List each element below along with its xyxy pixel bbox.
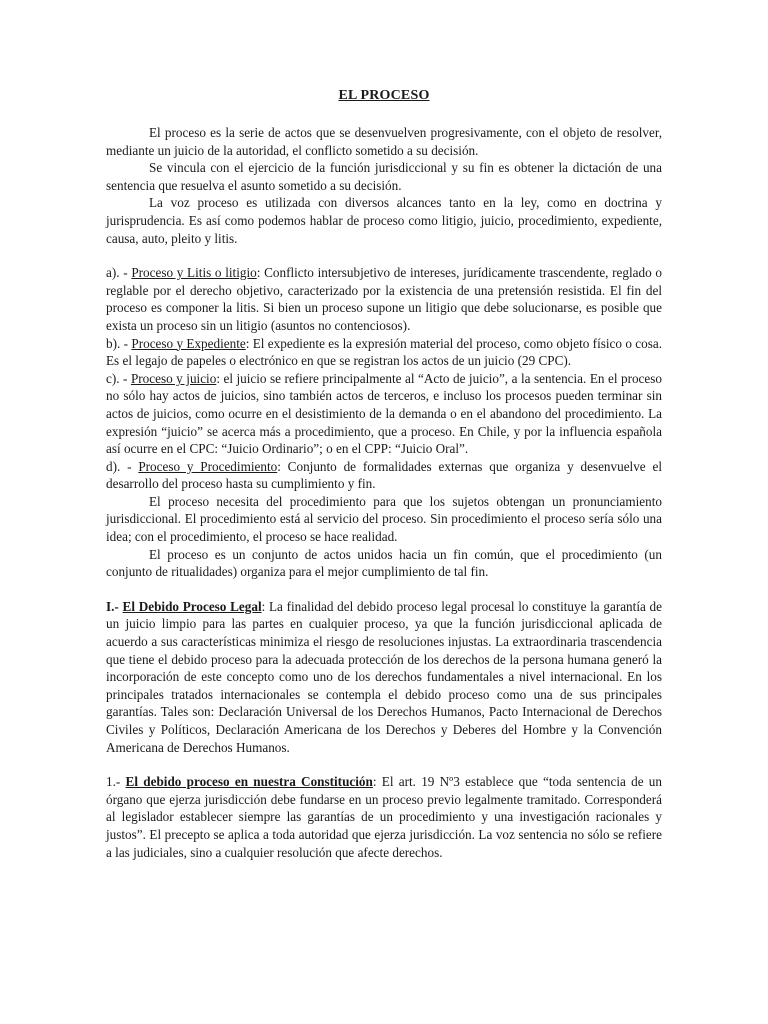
item-b-term: Proceso y Expediente: [131, 335, 246, 351]
item-d-prefix: d). -: [106, 458, 139, 474]
item-b-text: : El expediente es la expresión material del proceso, como objeto físico o cosa. Es el legajo de papeles o electrónico en que se registran los actos de un juicio (29 CPC).: [106, 335, 662, 369]
item-d-text: : Conjunto de formalidades externas que organiza y desenvuelve el desarrollo del proceso hasta su cumplimiento y fin.: [106, 458, 662, 492]
spacer: [106, 247, 662, 264]
section-constitucion: [106, 773, 662, 861]
item-c-term: Proceso y juicio: [130, 370, 217, 386]
procedure-paragraph-1: El proceso necesita del procedimiento para que los sujetos obtengan un pronunciamiento jurisdiccional. El procedimiento está al servicio del proceso. Sin procedimiento el proceso sería sólo una idea; con el procedimiento, el proceso se hace realidad.: [106, 493, 662, 545]
section-debido-proceso: [106, 598, 662, 756]
item-c: [106, 370, 662, 458]
item-a: [106, 264, 662, 334]
section-number: I.-: [106, 598, 123, 614]
spacer: [106, 756, 662, 773]
item-b-prefix: b). -: [106, 335, 132, 351]
item-c-prefix: c). -: [106, 370, 131, 386]
item-b: [106, 335, 662, 370]
item-d: [106, 458, 662, 493]
page-title: EL PROCESO: [338, 88, 430, 103]
procedure-paragraph-2: El proceso es un conjunto de actos unidos hacia un fin común, que el procedimiento (un conjunto de ritualidades) organiza para el mejor cumplimiento de tal fin.: [106, 546, 662, 580]
section-text: : La finalidad del debido proceso legal procesal lo constituye la garantía de un juicio limpio para las partes en cualquier proceso, ya que la función jurisdiccional aplicada de acuerdo a sus características minimiza el riesgo de resoluciones injustas. La extraordinaria trascendencia que tiene el debido proceso para la adecuada protección de los derechos de la persona humana generó la incorporación de este concepto como uno de los derechos fundamentales a nivel internacional. En los principales tratados internacionales se contempla el debido proceso como una de sus principales garantías. Tales son: Declaración Universal de los Derechos Humanos, Pacto Internacional de Derechos Civiles y Políticos, Declaración Americana de los Derechos y Deberes del Hombre y la Convención Americana de Derechos Humanos.: [106, 598, 662, 755]
item-a-prefix: a). -: [106, 265, 132, 281]
item-a-text: : Conflicto intersubjetivo de intereses, jurídicamente trascendente, reglado o reglable por el derecho objetivo, caracterizado por la existencia de una pretensión resistida. El fin del proceso es componer la litis. Si bien un proceso supone un litigio que debe solucionarse, es posible que exista un proceso sin un litigio (asuntos no contenciosos).: [106, 265, 662, 333]
intro-paragraph-1: El proceso es la serie de actos que se desenvuelven progresivamente, con el objeto de resolver, mediante un juicio de la autoridad, el conflicto sometido a su decisión.: [106, 125, 662, 158]
section-heading: El Debido Proceso Legal: [122, 598, 262, 614]
section-number: 1.-: [106, 774, 126, 790]
item-d-term: Proceso y Procedimiento: [138, 458, 278, 474]
intro-paragraph-3: La voz proceso es utilizada con diversos alcances tanto en la ley, como en doctrina y jurisprudencia. Es así como podemos hablar de proceso como litigio, juicio, procedimiento, expediente, causa, auto, pleito y litis.: [106, 195, 662, 246]
section-heading: El debido proceso en nuestra Constitución: [125, 774, 373, 790]
spacer: [106, 581, 662, 598]
item-a-term: Proceso y Litis o litigio: [131, 265, 257, 281]
item-c-text: : el juicio se refiere principalmente al “Acto de juicio”, a la sentencia. En el proceso no sólo hay actos de juicios, sino también actos de terceros, e incluso los procesos pueden terminar sin actos de juicios, como ocurre en el desistimiento de la demanda o en el abandono del procedimiento. La expresión “juicio” se acerca más a procedimiento, que a proceso. En Chile, y por la influencia española así ocurre en el CPC: “Juicio Ordinario”; o en el CPP: “Juicio Oral”.: [106, 370, 662, 457]
section-text: : El art. 19 Nº3 establece que “toda sentencia de un órgano que ejerza jurisdicción debe fundarse en un proceso previo legalmente tramitado. Corresponderá al legislador establecer siempre las garantías de un procedimiento y una investigación racionales y justos”. El precepto se aplica a toda autoridad que ejerza jurisdicción. La voz sentencia no sólo se refiere a las judiciales, sino a cualquier resolución que afecte derechos.: [106, 774, 662, 860]
intro-paragraph-2: Se vincula con el ejercicio de la función jurisdiccional y su fin es obtener la dictación de una sentencia que resuelva el asunto sometido a su decisión.: [106, 160, 662, 193]
